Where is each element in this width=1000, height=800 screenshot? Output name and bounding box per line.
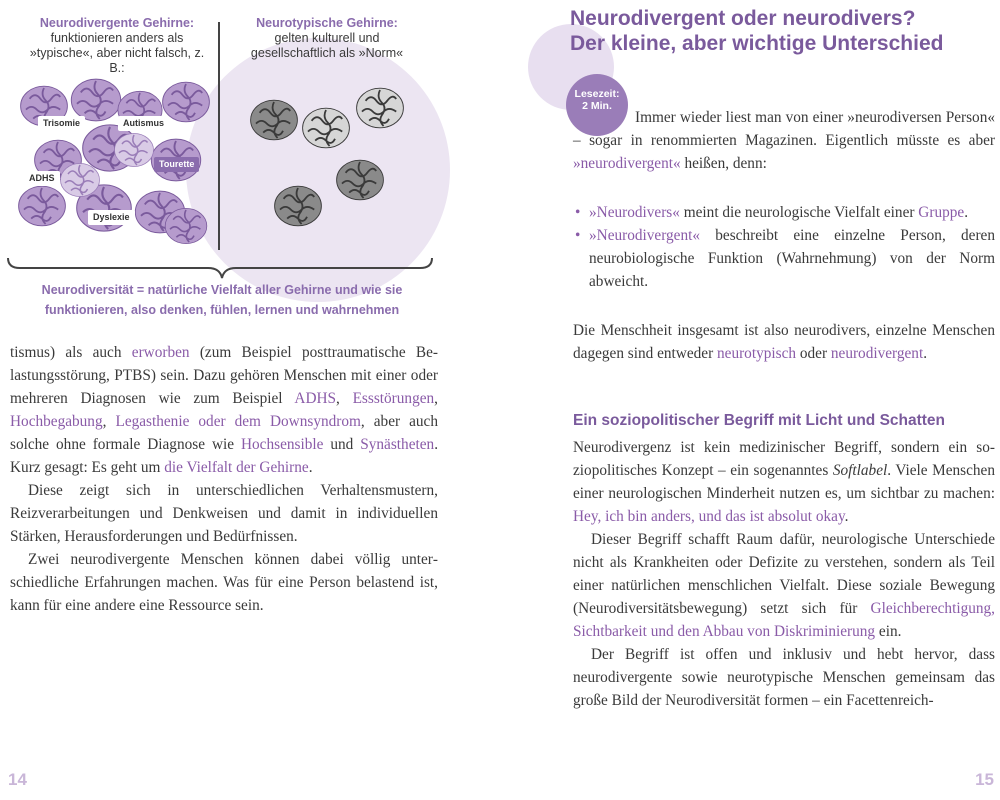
left-paragraph-1: tismus) als auch erworben (zum Beispiel posttraumatische Belastungsstörung, PTBS) sein. Dazu gehören Menschen mit einer oder mehreren Diagnosen wie zum Beispiel ADHS, Essstörungen, Hochbegabung, Legasthenie oder dem Downsyndrom, aber auch solche ohne formale Diagnose wie Hochsensible und Synästheten. Kurz gesagt: Es geht um die Vielfalt der Gehirne. (10, 344, 439, 476)
brain-icon (61, 164, 100, 197)
list-item: • »Neurodivers« meint die neurologische Vielfalt einer Gruppe. (573, 201, 995, 224)
label-dyslexie: Dyslexie (88, 210, 135, 225)
left-paragraph-3: Zwei neurodivergente Menschen können dabei völlig unterschiedliche Erfahrungen machen. Was für eine Person belastend ist, kann für eine andere eine Ressource sein. (10, 551, 438, 614)
badge-value: 2 Min. (582, 100, 612, 112)
heading-line-1: Neurodivergent oder neurodivers? (570, 7, 916, 30)
left-paragraph-2: Diese zeigt sich in unterschiedlichen Verhaltensmustern, Reizverarbeitungen und Denkweisen und damit in individuellen Stärken, Herausforderungen und Bedürfnissen. (10, 482, 438, 545)
brain-icon (71, 79, 120, 121)
brain-icon (163, 82, 210, 122)
neurodivergent-caption (22, 16, 212, 76)
brain-icon (357, 88, 404, 128)
chapter-heading (570, 6, 990, 56)
page-number-left: 14 (8, 770, 27, 789)
brain-icon (165, 208, 207, 243)
figure-bottom-caption: Neurodiversität = natürliche Vielfalt aller Gehirne und wie sie funktionieren, also denken, fühlen, lernen und wahrnehmen (41, 283, 403, 317)
intro-text (573, 106, 995, 175)
label-autismus: Autismus (118, 116, 169, 131)
right-page (500, 0, 1000, 800)
section-subheading: Ein soziopolitischer Begriff mit Licht und Schatten (573, 412, 946, 429)
section-body-text (573, 436, 995, 712)
section-paragraph-1: Neurodivergenz ist kein medizinischer Begriff, sondern ein soziopolitisches Konzept – ein sogenanntes Softlabel. Viele Menschen einer neurologischen Minderheit nutzen es, um sichtbar zu machen: Hey, ich bin anders, und das ist absolut okay. (573, 439, 995, 525)
left-body-text (10, 341, 438, 617)
brain-icon (19, 186, 66, 226)
badge-label: Lesezeit: (574, 88, 620, 100)
page-number-right: 15 (975, 770, 994, 789)
background-circle (186, 38, 450, 302)
label-trisomie: Trisomie (38, 116, 85, 131)
heading-line-2: Der kleine, aber wichtige Unterschied (570, 32, 944, 55)
summary-text (573, 319, 995, 365)
neurodiversity-figure (0, 0, 500, 330)
label-tourette: Tourette (154, 157, 199, 172)
neurotypical-caption-text: gelten kulturell und gesellschaftlich als »Norm« (250, 31, 404, 60)
brain-icon (337, 160, 384, 200)
neurotypical-caption-title: Neurotypische Gehirne: (256, 16, 398, 30)
section-paragraph-2: Dieser Begriff schafft Raum dafür, neurologische Unterschiede nicht als Krankheiten oder Defizite zu verstehen, sondern als Teil einer natürlichen menschlichen Vielfalt. Diese soziale Bewegung (Neurodiversitätsbewegung) setzt sich für Gleichberechtigung, Sichtbarkeit und den Abbau von Diskriminierung ein. (573, 531, 995, 640)
definition-list (573, 201, 995, 293)
brain-icon (251, 100, 298, 140)
neurodivergent-caption-title: Neurodivergente Gehirne: (39, 16, 195, 30)
brain-icon (275, 186, 322, 226)
neurotypical-caption (232, 16, 422, 61)
section-paragraph-3: Der Begriff ist offen und inklusiv und hebt hervor, dass neurodivergente sowie neurotypische Menschen gemeinsam das große Bild der Neurodiversität formen – ein Facettenreich- (573, 646, 995, 709)
brain-icon (115, 134, 154, 167)
label-adhs: ADHS (24, 171, 60, 186)
brain-icon (303, 108, 350, 148)
intro-paragraph: Immer wieder liest man von einer »neurodiversen Person« – sogar in renommierten Magazinen. Eigentlich müsste es aber »neurodivergent« heißen, denn: (573, 109, 995, 172)
neurodivergent-caption-text: funktionieren anders als »typische«, aber nicht falsch, z. B.: (29, 31, 205, 75)
list-item: • »Neurodivergent« beschreibt eine einzelne Person, deren neurobiologische Funktion (Wahrnehmung) von der Norm abweicht. (573, 224, 995, 293)
summary-paragraph: Die Menschheit insgesamt ist also neurodivers, einzelne Menschen dagegen sind entweder neurotypisch oder neurodivergent. (573, 322, 995, 362)
